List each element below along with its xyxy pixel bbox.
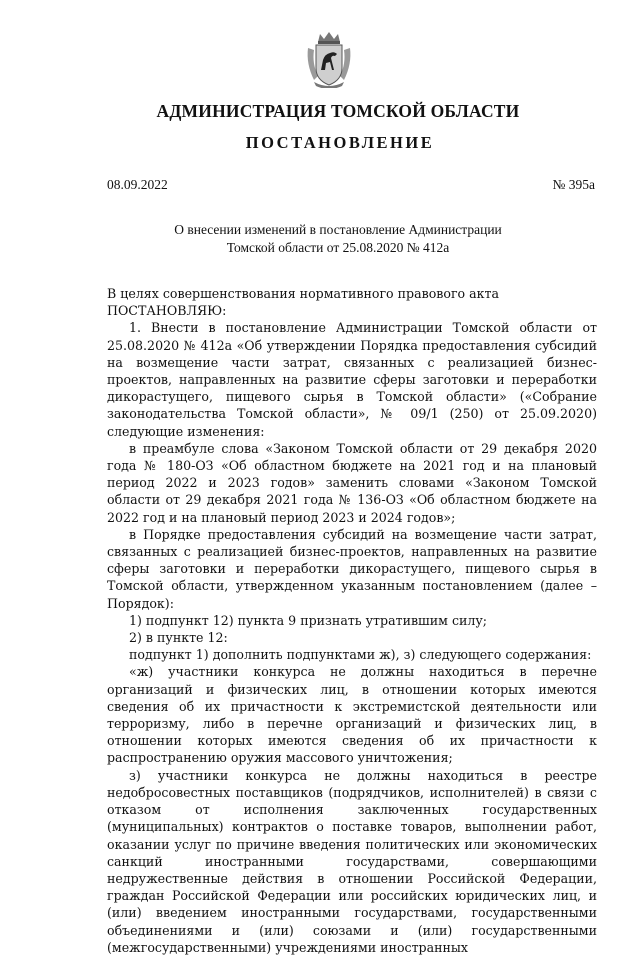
- subject-line-1: О внесении изменений в постановление Администрации: [174, 222, 502, 237]
- document-type: ПОСТАНОВЛЕНИЕ: [245, 133, 435, 152]
- document-date: 08.09.2022: [107, 177, 168, 192]
- item-1-paragraph: 1. Внести в постановление Администрации Томской области от 25.08.2020 № 412а «Об утверждении Порядка предоставления субсидий на возмещение части затрат, связанных с реализацией бизнес-проектов, направленных на развитие сферы заготовки и переработки дикорастущего, пищевого сырья в Томской области» («Собрание законодательства Томской области», № 09/1 (250) от 25.09.2020) следующие изменения:: [107, 320, 597, 439]
- organization-title: АДМИНИСТРАЦИЯ ТОМСКОЙ ОБЛАСТИ: [156, 101, 520, 121]
- document-body: [107, 285, 597, 956]
- subpoint-zh: «ж) участники конкурса не должны находиться в перечне организаций и физических лиц, в отношении которых имеются сведения об их причастности к экстремистской деятельности или терроризму, либо в перечне организаций и физических лиц, в отношении которых имеются сведения об их причастности к распространению оружия массового уничтожения;: [107, 664, 597, 766]
- order-paragraph: в Порядке предоставления субсидий на возмещение части затрат, связанных с реализацией бизнес-проектов, направленных на развитие сферы заготовки и переработки дикорастущего, пищевого сырья в Томской области, утвержденном указанным постановлением (далее – Порядок):: [107, 526, 597, 611]
- subitem-1: 1) подпункт 12) пункта 9 признать утратившим силу;: [129, 612, 488, 628]
- resolve-heading: ПОСТАНОВЛЯЮ:: [107, 303, 227, 319]
- coat-of-arms-icon: [304, 30, 354, 88]
- preamble-paragraph: в преамбуле слова «Законом Томской области от 29 декабря 2020 года № 180-ОЗ «Об областном бюджете на 2021 год и на плановый период 2022 и 2023 годов» заменить словами «Законом Томской области от 29 декабря 2021 года № 136-ОЗ «Об областном бюджете на 2022 год и на плановый период 2023 и 2024 годов»;: [107, 440, 597, 525]
- subpoint-z: з) участники конкурса не должны находиться в реестре недобросовестных поставщиков (подрядчиков, исполнителей) в связи с отказом от исполнения заключенных государственных (муниципальных) контрактов о поставке товаров, выполнении работ, оказании услуг по причине введения политических или экономических санкций иностранными государствами, совершающими недружественные действия в отношении Российской Федерации, граждан Российской Федерации или российских юридических лиц, и (или) введением иностранными государствами, государственными объединениями и (или) союзами и (или) государственными (межгосударственными) учреждениями иностранных: [107, 767, 597, 955]
- subitem-2: 2) в пункте 12:: [129, 630, 228, 646]
- subitem-2-text: подпункт 1) дополнить подпунктами ж), з) следующего содержания:: [129, 647, 592, 663]
- document-number: № 395а: [552, 177, 595, 192]
- subject-line-2: Томской области от 25.08.2020 № 412а: [226, 240, 450, 255]
- document-subject: [0, 221, 640, 257]
- intro-paragraph: В целях совершенствования нормативного правового акта: [107, 286, 499, 301]
